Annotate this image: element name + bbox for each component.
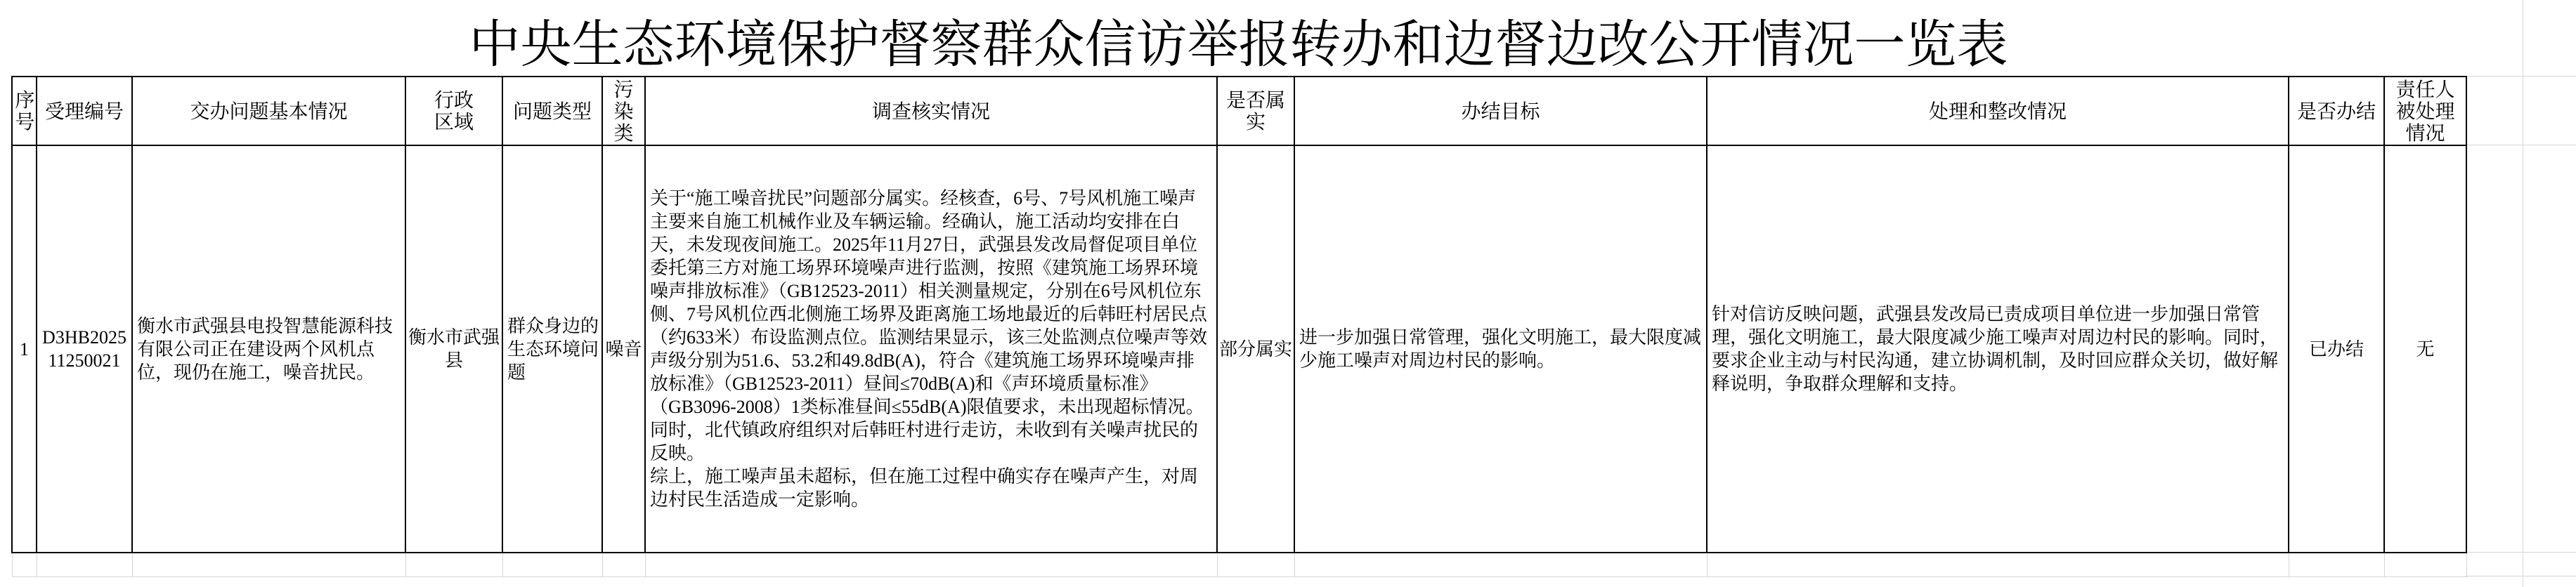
- cell-pollution: 噪音: [602, 145, 645, 553]
- column-header-closed: [2289, 77, 2384, 145]
- sheet-gridline: [2466, 76, 2576, 77]
- column-header-label: 行政区域: [434, 88, 474, 133]
- cell-issue-type: 群众身边的生态环境问题: [502, 145, 602, 553]
- blank-cell: [37, 553, 132, 576]
- column-header-case-no: [37, 77, 132, 145]
- column-header-label: 是否办结: [2296, 99, 2376, 123]
- column-header-rectification: [1707, 77, 2289, 145]
- blank-cell: [132, 553, 405, 576]
- column-header-label: 是否属实: [1225, 88, 1285, 133]
- sheet-gridline: [2466, 552, 2576, 553]
- blank-cell: [12, 553, 37, 576]
- column-header-verified: [1217, 77, 1294, 145]
- column-header-region: [405, 77, 502, 145]
- blank-cell: [1707, 553, 2289, 576]
- column-header-label: 交办问题基本情况: [190, 99, 348, 123]
- column-header-seq: [12, 77, 37, 145]
- cell-closed: 已办结: [2289, 145, 2384, 553]
- blank-cell: [405, 553, 502, 576]
- column-header-label: 调查核实情况: [871, 99, 990, 123]
- column-header-goal: [1294, 77, 1707, 145]
- investigation-conclusion: 综上，施工噪声虽未超标，但在施工过程中确实存在噪声产生，对周边村民生活造成一定影响。: [650, 466, 1199, 510]
- investigation-paragraph: 关于“施工噪音扰民”问题部分属实。经核查，6号、7号风机施工噪声主要来自施工机械作业及车辆运输。经确认，施工活动均安排在白天，未发现夜间施工。2025年11月27日，武强县发改局督促项目单位委托第三方对施工场界环境噪声进行监测，按照《建筑施工场界环境噪声排放标准》（GB12523-2011）相关测量规定，分别在6号风机位东侧、7号风机位西北侧施工场界及距离施工场地最近的后韩旺村居民点（约633米）布设监测点位。监测结果显示，该三处监测点位噪声等效声级分别为51.6、53.2和49.8dB(A)，符合《建筑施工场界环境噪声排放标准》（GB12523-2011）昼间≤70dB(A)和《声环境质量标准》（GB3096-2008）1类标准昼间≤55dB(A)限值要求，未出现超标情况。同时，北代镇政府组织对后韩旺村进行走访，未收到有关噪声扰民的反映。: [650, 188, 1208, 463]
- header-row: [12, 77, 2466, 145]
- column-header-label: 污染类: [613, 77, 634, 145]
- blank-cell: [2289, 553, 2384, 576]
- column-header-investigation: [645, 77, 1217, 145]
- blank-cell: [1294, 553, 1707, 576]
- cell-goal: 进一步加强日常管理，强化文明施工，最大限度减少施工噪声对周边村民的影响。: [1294, 145, 1707, 553]
- column-header-label: 责任人被处理情况: [2395, 77, 2455, 145]
- table-row: [12, 145, 2466, 553]
- cell-rectification: 针对信访反映问题，武强县发改局已责成项目单位进一步加强日常管理，强化文明施工，最大限度减少施工噪声对周边村民的影响。同时，要求企业主动与村民沟通，建立协调机制，及时回应群众关切，做好解释说明，争取群众理解和支持。: [1707, 145, 2289, 553]
- blank-cell: [645, 553, 1217, 576]
- column-header-label: 序号: [15, 88, 35, 133]
- cell-region: 衡水市武强县: [405, 145, 502, 553]
- cell-case-no: D3HB202511250021: [37, 145, 132, 553]
- blank-cell: [502, 553, 602, 576]
- cell-accountability: 无: [2384, 145, 2466, 553]
- column-header-complaint: [132, 77, 405, 145]
- cell-investigation: [645, 145, 1217, 553]
- blank-cell: [1217, 553, 1294, 576]
- report-table: [11, 76, 2467, 577]
- column-header-label: 办结目标: [1461, 99, 1540, 123]
- cell-complaint: 衡水市武强县电投智慧能源科技有限公司正在建设两个风机点位，现仍在施工，噪音扰民。: [132, 145, 405, 553]
- blank-cell: [602, 553, 645, 576]
- column-header-label: 处理和整改情况: [1928, 99, 2067, 123]
- column-header-label: 受理编号: [44, 99, 124, 123]
- cell-seq: 1: [12, 145, 37, 553]
- column-header-issue-type: [502, 77, 602, 145]
- empty-sheet-row: [12, 553, 2466, 576]
- column-header-label: 问题类型: [512, 99, 592, 123]
- column-header-accountability: [2384, 77, 2466, 145]
- cell-verified: 部分属实: [1217, 145, 1294, 553]
- blank-cell: [2384, 553, 2466, 576]
- page-title: 中央生态环境保护督察群众信访举报转办和边督边改公开情况一览表: [469, 15, 2008, 74]
- column-header-pollution: [602, 77, 645, 145]
